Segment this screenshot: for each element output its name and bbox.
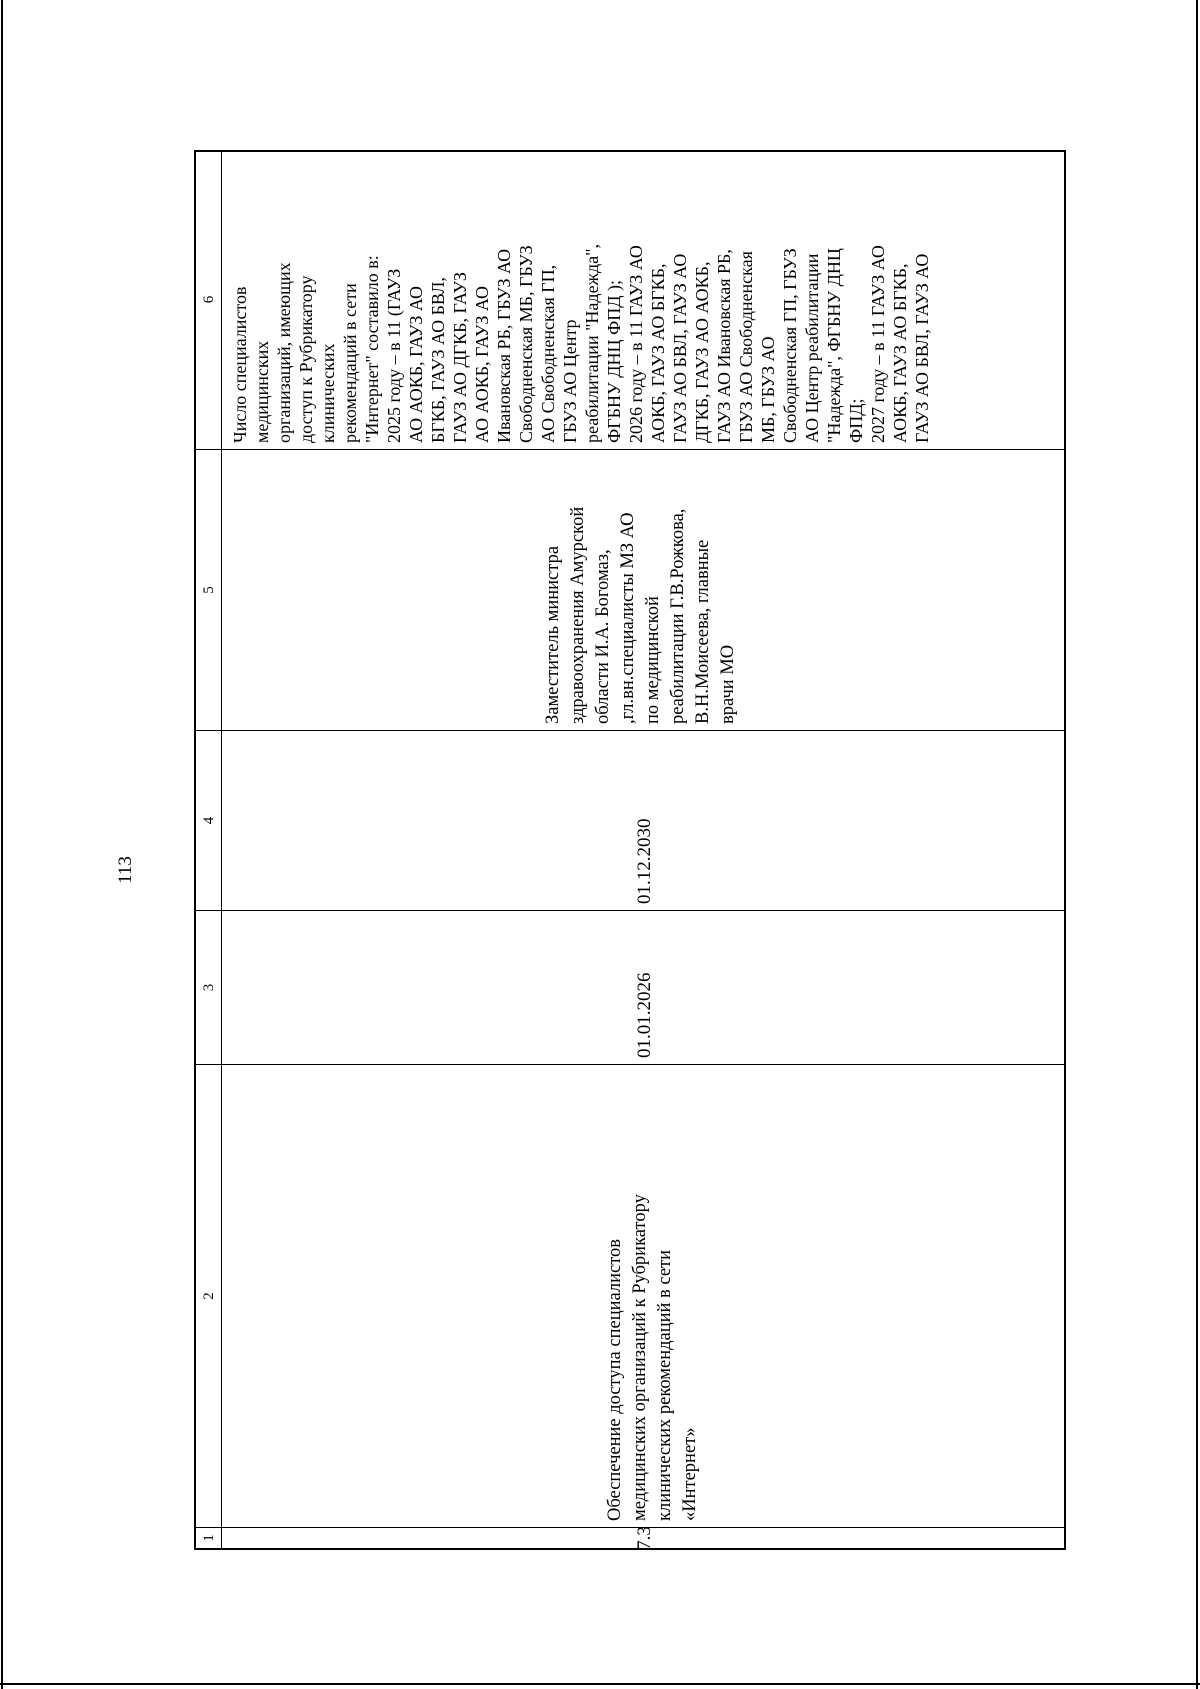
plan-table [194, 150, 1066, 1550]
result-text-line: Свободненская ГП, ГБУЗ [780, 248, 800, 443]
result-text-line: Ивановская РБ, ГБУЗ АО [494, 248, 514, 443]
column-header-4: 4 [201, 816, 217, 825]
result-text-line: 2027 году – в 11 ГАУЗ АО [868, 245, 888, 443]
responsible-text-line: реабилитации Г.В.Рожкова, [668, 508, 688, 724]
result-text-line: клинических [318, 343, 338, 443]
responsible-text-line: ,гл.вн.специалисты МЗ АО [618, 512, 638, 724]
result-text-line: 2026 году – в 11 ГАУЗ АО [626, 245, 646, 443]
event-description [603, 1071, 703, 1521]
result-text-line: ГАУЗ АО Ивановская РБ, [714, 249, 734, 443]
event-text-line: Обеспечение доступа специалистов [605, 1238, 625, 1521]
responsible-text-line: области И.А. Богомаз, [593, 549, 613, 724]
result-text-line: МБ, ГБУЗ АО [758, 336, 778, 443]
result-text-line: ГАУЗ АО ДГКБ, ГАУЗ [450, 272, 470, 443]
result-text-line: АОКБ, ГАУЗ АО БГКБ, [648, 263, 668, 443]
result-text-line: БГКБ, ГАУЗ АО БВЛ, [428, 277, 448, 443]
scan-edge-bottom [0, 1683, 1200, 1685]
result-description [229, 153, 933, 443]
result-text-line: АО АОКБ, ГАУЗ АО [472, 285, 492, 443]
row-number: 7.3 [634, 1526, 655, 1550]
page-number: 113 [115, 856, 136, 884]
column-header-1: 1 [201, 1534, 217, 1542]
result-text-line: организаций, имеющих [274, 262, 294, 443]
result-text-line: Свободненская МБ, ГБУЗ [516, 245, 536, 443]
result-text-line: АО Центр реабилитации [802, 253, 822, 443]
result-text-line: медицинских [252, 340, 272, 443]
responsible-text-line: здравоохранения Амурской [568, 506, 588, 724]
result-text-line: ФПД; [846, 398, 866, 443]
result-text-line: доступ к Рубрикатору [296, 275, 316, 443]
result-text-line: "Надежда", ФГБНУ ДНЦ [824, 248, 844, 443]
scan-edge-right [1196, 0, 1198, 1689]
result-text-line: "Интернет" составило в: [362, 255, 382, 443]
result-text-line: ГАУЗ АО БВЛ, ГАУЗ АО [670, 253, 690, 443]
end-date: 01.12.2030 [634, 818, 655, 904]
responsible-cell [223, 450, 1066, 730]
responsible-text-line: по медицинской [643, 596, 663, 724]
result-cell [223, 150, 1066, 449]
result-text-line: ГАУЗ АО БВЛ, ГАУЗ АО [912, 253, 932, 443]
result-text-line: реабилитации "Надежда", [582, 244, 602, 443]
start-date: 01.01.2026 [634, 972, 655, 1058]
result-text-line: рекомендаций в сети [340, 283, 360, 443]
result-text-line: ДГКБ, ГАУЗ АО АОКБ, [692, 261, 712, 443]
result-text-line: ГБУЗ АО Центр [560, 319, 580, 443]
responsible-persons [541, 454, 741, 724]
column-header-3: 3 [201, 983, 217, 992]
scan-edge-left [1, 0, 3, 1689]
responsible-text-line: врачи МО [718, 644, 738, 724]
result-text-line: ГБУЗ АО Свободненская [736, 251, 756, 443]
responsible-text-line: Заместитель министра [543, 545, 563, 724]
event-cell [223, 1065, 1066, 1527]
responsible-text-line: В.Н.Моисеева, главные [693, 539, 713, 724]
result-text-line: АО АОКБ, ГАУЗ АО [406, 285, 426, 443]
result-text-line: 2025 году – в 11 (ГАУЗ [384, 268, 404, 443]
column-header-5: 5 [201, 586, 217, 594]
event-text-line: клинических рекомендаций в сети [655, 1249, 675, 1521]
event-text-line: медицинских организаций к Рубрикатору [630, 1194, 650, 1521]
event-text-line: «Интернет» [680, 1427, 700, 1521]
result-text-line: ФГБНУ ДНЦ ФПД ); [604, 280, 624, 443]
result-text-line: АОКБ, ГАУЗ АО БГКБ, [890, 263, 910, 443]
column-header-2: 2 [201, 1292, 217, 1300]
result-text-line: АО Свободненская ГП, [538, 264, 558, 443]
column-header-6: 6 [201, 295, 217, 304]
result-text-line: Число специалистов [230, 286, 250, 443]
